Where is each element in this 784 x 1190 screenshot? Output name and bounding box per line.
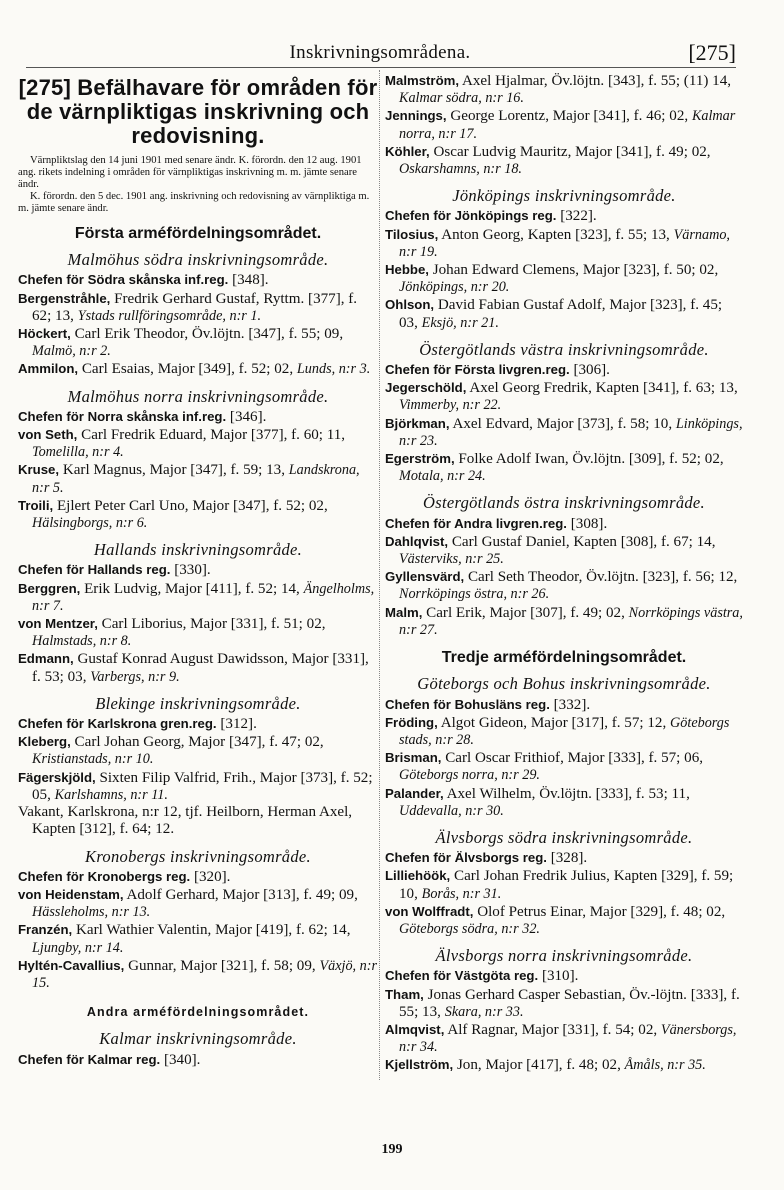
- header-rule: [26, 67, 736, 68]
- district-heading: Kronobergs inskrivningsområde.: [85, 846, 311, 866]
- roster-entry: [18, 957, 378, 992]
- entry-details: [310].: [541, 968, 579, 985]
- section-heading: Första arméfördelningsområdet.: [74, 225, 322, 242]
- entry-name: Edmann,: [18, 651, 74, 667]
- entry-place: Landskrona, n:r 5.: [32, 462, 360, 496]
- roster-entry: [385, 849, 743, 867]
- entry-place: Borås, n:r 31.: [421, 885, 502, 902]
- entry-details: Carl Erik, Major [307], f. 49; 02,: [426, 604, 625, 621]
- entry-name: Ohlson,: [385, 297, 435, 313]
- district-heading: Östergötlands västra inskrivningsområde.: [419, 339, 709, 359]
- roster-entry: [18, 1051, 378, 1069]
- entry-details: Oscar Ludvig Mauritz, Major [341], f. 49; 02,: [433, 143, 711, 160]
- entry-details: [328].: [550, 850, 588, 867]
- district-heading: Älvsborgs södra inskrivningsområde.: [435, 827, 693, 847]
- roster-entry: [18, 408, 378, 426]
- district-heading: Göteborgs och Bohus inskrivningsområde.: [417, 674, 711, 694]
- entry-place: Motala, n:r 24.: [399, 468, 486, 485]
- entry-name: Hyltén-Cavallius,: [18, 957, 125, 973]
- entry-name: Malmström,: [385, 73, 460, 88]
- entry-details: [306].: [573, 362, 610, 379]
- section-heading: Andra arméfördelningsområdet.: [86, 1005, 310, 1020]
- section-heading: Tredje arméfördelningsområdet.: [441, 649, 687, 667]
- section-page-ref: [275]: [688, 40, 736, 65]
- legal-notes: [18, 155, 378, 215]
- entry-place: Norrköpings västra, n:r 27.: [399, 604, 743, 638]
- entry-details: Fredrik Gerhard Gustaf, Ryttm. [377], f. 62; 13,: [32, 290, 358, 324]
- entry-name: Palander,: [385, 785, 444, 801]
- entry-name: Björkman,: [385, 415, 450, 431]
- entry-details: [330].: [174, 562, 211, 579]
- district-heading: Jönköpings inskrivningsområde.: [452, 186, 676, 206]
- entry-name: Bergenstråhle,: [18, 290, 111, 306]
- entry-details: [348].: [232, 272, 269, 289]
- entry-name: Tham,: [385, 986, 424, 1002]
- entry-name: Kruse,: [18, 462, 60, 478]
- roster-entry: [385, 714, 743, 749]
- entry-name: Dahlqvist,: [385, 533, 449, 549]
- entry-name: von Seth,: [18, 427, 78, 443]
- entry-name: Tilosius,: [385, 226, 439, 242]
- roster-entry: [385, 696, 743, 714]
- roster-entry: [18, 497, 378, 532]
- entry-details: [346].: [229, 408, 267, 425]
- roster-entry: [18, 921, 378, 956]
- roster-entry: [385, 450, 743, 485]
- entry-details: Carl Gustaf Daniel, Kapten [308], f. 67; 14,: [451, 533, 716, 550]
- entry-name: Jennings,: [385, 108, 447, 124]
- entry-place: Göteborgs norra, n:r 29.: [399, 767, 540, 784]
- running-title: Inskrivningsområdena.: [289, 42, 471, 63]
- roster-entry: [385, 604, 743, 639]
- right-column: [385, 72, 743, 1075]
- entry-details: [332].: [553, 696, 591, 713]
- roster-entry: [385, 143, 743, 178]
- entry-place: Norrköpings östra, n:r 26.: [399, 586, 550, 603]
- entry-name: Höckert,: [18, 326, 71, 342]
- entry-place: Halmstads, n:r 8.: [32, 633, 132, 650]
- entry-details: [312].: [220, 716, 257, 733]
- roster-entry: [18, 733, 378, 768]
- entry-details: Karl Magnus, Major [347], f. 59; 13,: [62, 462, 286, 479]
- entry-details: Alf Ragnar, Major [331], f. 54; 02,: [447, 1021, 658, 1038]
- roster-entry: [18, 561, 378, 579]
- entry-name: Chefen för Andra livgren.reg.: [385, 515, 567, 531]
- entry-place: Vänersborgs, n:r 34.: [399, 1021, 737, 1056]
- entry-place: Kalmar södra, n:r 16.: [399, 90, 524, 107]
- entry-name: Almqvist,: [385, 1021, 445, 1037]
- entry-details: Axel Edvard, Major [373], f. 58; 10,: [452, 415, 673, 432]
- entry-name: Berggren,: [18, 580, 81, 596]
- entry-place: Karlshamns, n:r 11.: [54, 786, 168, 803]
- entry-name: Ammilon,: [18, 361, 79, 377]
- entry-details: David Fabian Gustaf Adolf, Major [323], f. 45; 03,: [399, 297, 723, 331]
- left-column: [18, 72, 378, 1069]
- entry-name: Kleberg,: [18, 734, 71, 750]
- roster-entry: [18, 271, 378, 289]
- roster-entry: [18, 360, 378, 378]
- roster-entry: [385, 226, 743, 261]
- roster-entry: [385, 967, 743, 985]
- column-divider: [379, 70, 380, 1080]
- roster-entry: [385, 1021, 743, 1056]
- entry-details: [320].: [193, 868, 231, 885]
- entry-name: Chefen för Första livgren.reg.: [385, 362, 570, 378]
- entry-name: Chefen för Karlskrona gren.reg.: [18, 716, 217, 732]
- entry-place: Ljungby, n:r 14.: [32, 939, 124, 956]
- entry-place: Västerviks, n:r 25.: [399, 551, 504, 568]
- entry-name: Chefen för Jönköpings reg.: [385, 208, 557, 224]
- roster-entry: [385, 261, 743, 296]
- roster-entry: [385, 785, 743, 820]
- entry-details: Carl Oscar Frithiof, Major [333], f. 57; 06,: [445, 750, 704, 767]
- entry-details: Jonas Gerhard Casper Sebastian, Öv.-löjtn. [333], f. 55; 13,: [399, 986, 740, 1020]
- roster-entry: [18, 886, 378, 921]
- entry-details: Carl Johan Fredrik Julius, Kapten [329], f. 59; 10,: [399, 868, 734, 902]
- entry-details: Algot Gideon, Major [317], f. 57; 12,: [440, 714, 667, 731]
- entry-place: Hälsingborgs, n:r 6.: [32, 515, 148, 532]
- entry-place: Ängelholms, n:r 7.: [32, 580, 375, 614]
- entry-name: Chefen för Älvsborgs reg.: [385, 850, 547, 866]
- roster-entry: [385, 107, 743, 142]
- entry-place: Skara, n:r 33.: [444, 1003, 524, 1020]
- entry-details: Gunnar, Major [321], f. 58; 09,: [128, 957, 316, 974]
- entry-details: [322].: [560, 208, 597, 225]
- roster-entry: [18, 868, 378, 886]
- entry-name: Troili,: [18, 497, 54, 513]
- entry-details: Carl Liborius, Major [331], f. 51; 02,: [101, 616, 326, 633]
- roster-entry: [18, 615, 378, 650]
- roster-entry: [385, 533, 743, 568]
- district-heading: Älvsborgs norra inskrivningsområde.: [435, 946, 693, 966]
- main-heading: [275] Befälhavare för områden för de värnpliktigas inskrivning och redovisning.: [18, 75, 378, 148]
- entry-name: Lilliehöök,: [385, 868, 451, 884]
- entry-details: Karl Wathier Valentin, Major [419], f. 62; 14,: [76, 922, 351, 939]
- entry-details: Anton Georg, Kapten [323], f. 55; 13,: [441, 226, 670, 243]
- legal-note: Värnpliktslag den 14 juni 1901 med senare ändr. K. förordn. den 12 aug. 1901 ang. rikets indelning i områden för värnpliktigas inskrivning m. m. jämte senare ändr.: [18, 155, 362, 190]
- right-blocks: [385, 72, 743, 1075]
- entry-place: Varbergs, n:r 9.: [90, 668, 180, 685]
- entry-name: Chefen för Hallands reg.: [18, 562, 171, 578]
- entry-details: Vakant, Karlskrona, n:r 12, tjf. Heilborn, Herman Axel, Kapten [312], f. 64; 12.: [18, 804, 353, 838]
- entry-place: Jönköpings, n:r 20.: [399, 279, 510, 296]
- entry-details: Axel Georg Fredrik, Kapten [341], f. 63; 13,: [469, 380, 738, 397]
- roster-entry: [385, 986, 743, 1021]
- entry-name: Chefen för Södra skånska inf.reg.: [18, 272, 229, 288]
- entry-details: Olof Petrus Einar, Major [329], f. 48; 02,: [477, 903, 726, 920]
- entry-place: Lunds, n:r 3.: [296, 361, 371, 378]
- entry-place: Oskarshamns, n:r 18.: [399, 161, 522, 178]
- district-heading: Malmöhus norra inskrivningsområde.: [67, 386, 329, 406]
- entry-place: Åmåls, n:r 35.: [624, 1057, 706, 1074]
- district-heading: Kalmar inskrivningsområde.: [99, 1029, 297, 1049]
- district-heading: Hallands inskrivningsområde.: [93, 540, 303, 560]
- running-header: [24, 38, 736, 68]
- entry-name: Malm,: [385, 604, 423, 620]
- entry-details: Carl Esaias, Major [349], f. 52; 02,: [81, 361, 294, 378]
- entry-place: Vimmerby, n:r 22.: [399, 397, 502, 414]
- entry-details: Jon, Major [417], f. 48; 02,: [456, 1057, 621, 1074]
- entry-details: Axel Hjalmar, Öv.löjtn. [343], f. 55; (11) 14,: [461, 73, 732, 89]
- entry-name: von Heidenstam,: [18, 886, 124, 902]
- entry-place: Värnamo, n:r 19.: [399, 226, 730, 260]
- roster-entry: [18, 325, 378, 360]
- entry-details: Carl Seth Theodor, Öv.löjtn. [323], f. 56; 12,: [467, 569, 738, 586]
- entry-name: Fägerskjöld,: [18, 769, 96, 785]
- roster-entry: [385, 1056, 743, 1074]
- roster-entry: [18, 461, 378, 496]
- district-heading: Östergötlands östra inskrivningsområde.: [423, 493, 705, 513]
- entry-place: Tomelilla, n:r 4.: [32, 444, 124, 461]
- roster-entry: [18, 804, 378, 838]
- roster-entry: [385, 72, 743, 107]
- entry-details: Sixten Filip Valfrid, Frih., Major [373], f. 52; 05,: [32, 769, 373, 803]
- entry-name: Gyllensvärd,: [385, 569, 465, 585]
- entry-details: [340].: [163, 1051, 201, 1068]
- entry-details: Johan Edward Clemens, Major [323], f. 50; 02,: [432, 262, 719, 279]
- district-heading: Blekinge inskrivningsområde.: [95, 693, 301, 713]
- roster-entry: [385, 515, 743, 533]
- entry-place: Kalmar norra, n:r 17.: [399, 108, 736, 142]
- roster-entry: [18, 769, 378, 804]
- entry-name: Chefen för Norra skånska inf.reg.: [18, 408, 227, 424]
- entry-place: Eksjö, n:r 21.: [421, 314, 499, 331]
- entry-name: Fröding,: [385, 714, 438, 730]
- roster-entry: [385, 415, 743, 450]
- entry-place: Hässleholms, n:r 13.: [32, 904, 151, 921]
- page-number: 199: [381, 1142, 403, 1157]
- roster-entry: [18, 290, 378, 325]
- entry-details: Erik Ludvig, Major [411], f. 52; 14,: [84, 580, 300, 597]
- roster-entry: [18, 426, 378, 461]
- entry-name: Franzén,: [18, 922, 73, 938]
- entry-details: Axel Wilhelm, Öv.löjtn. [333], f. 53; 11,: [446, 785, 690, 802]
- entry-place: Göteborgs södra, n:r 32.: [399, 920, 540, 937]
- entry-details: Gustaf Konrad August Dawidsson, Major [331], f. 53; 03,: [32, 651, 369, 685]
- entry-details: Adolf Gerhard, Major [313], f. 49; 09,: [126, 886, 358, 903]
- roster-entry: [385, 207, 743, 225]
- roster-entry: [385, 903, 743, 938]
- entry-name: Jegerschöld,: [385, 380, 467, 396]
- entry-name: von Wolffradt,: [385, 903, 474, 919]
- entry-place: Kristianstads, n:r 10.: [32, 751, 154, 768]
- left-blocks: [18, 225, 378, 1069]
- entry-name: Chefen för Västgöta reg.: [385, 968, 539, 984]
- entry-name: Köhler,: [385, 143, 430, 159]
- entry-place: Uddevalla, n:r 30.: [399, 802, 504, 819]
- entry-name: Brisman,: [385, 750, 442, 766]
- roster-entry: [385, 361, 743, 379]
- entry-name: Hebbe,: [385, 262, 429, 278]
- entry-details: Carl Johan Georg, Major [347], f. 47; 02,: [74, 734, 324, 751]
- roster-entry: [18, 580, 378, 615]
- entry-name: Chefen för Kronobergs reg.: [18, 868, 191, 884]
- entry-name: Egerström,: [385, 451, 455, 467]
- entry-name: Chefen för Bohusläns reg.: [385, 696, 550, 712]
- roster-entry: [385, 867, 743, 902]
- entry-place: Linköpings, n:r 23.: [399, 415, 743, 449]
- entry-name: Chefen för Kalmar reg.: [18, 1051, 161, 1067]
- entry-details: Folke Adolf Iwan, Öv.löjtn. [309], f. 52; 02,: [458, 451, 724, 468]
- entry-place: Ystads rullföringsområde, n:r 1.: [77, 307, 261, 324]
- district-heading: Malmöhus södra inskrivningsområde.: [67, 250, 329, 270]
- roster-entry: [385, 568, 743, 603]
- entry-name: Kjellström,: [385, 1057, 454, 1073]
- entry-name: von Mentzer,: [18, 616, 98, 632]
- entry-details: Carl Fredrik Eduard, Major [377], f. 60; 11,: [81, 427, 346, 444]
- entry-details: George Lorentz, Major [341], f. 46; 02,: [450, 108, 689, 125]
- legal-note: K. förordn. den 5 dec. 1901 ang. inskrivning och redovisning av värnpliktiga m. m. jämte senare ändr.: [18, 191, 370, 214]
- entry-details: Carl Erik Theodor, Öv.löjtn. [347], f. 55; 09,: [74, 326, 344, 343]
- roster-entry: [18, 715, 378, 733]
- roster-entry: [385, 296, 743, 331]
- entry-place: Göteborgs stads, n:r 28.: [399, 714, 730, 748]
- entry-place: Växjö, n:r 15.: [32, 957, 377, 991]
- roster-entry: [385, 379, 743, 414]
- roster-entry: [385, 749, 743, 784]
- roster-entry: [18, 650, 378, 685]
- entry-details: Ejlert Peter Carl Uno, Major [347], f. 52; 02,: [56, 497, 328, 514]
- entry-place: Malmö, n:r 2.: [32, 343, 111, 360]
- entry-details: [308].: [570, 515, 608, 532]
